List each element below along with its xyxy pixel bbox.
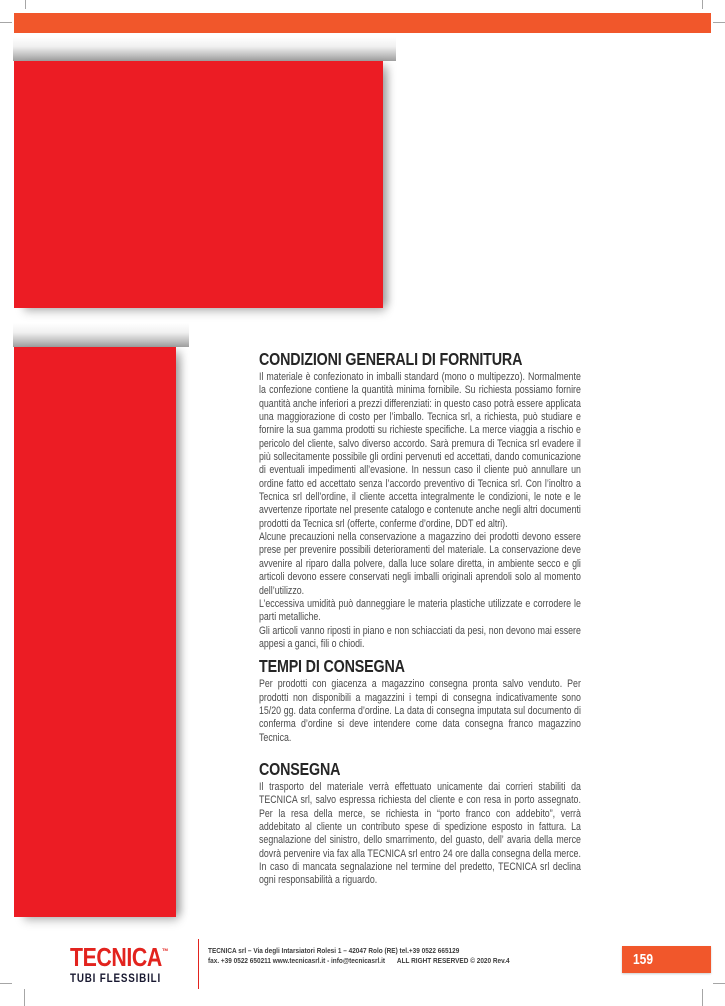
paragraph: Alcune precauzioni nella conservazione a magazzino dei prodotti devono essere prese per prevenire possibili deterioramenti del materiale. La conservazione deve avvenire al riparo dalla polvere, dalla luce solare diretta, in ambiente secco e gli articoli devono essere conservati negli imballi originali aprendoli solo al momento dell’utilizzo. xyxy=(259,531,581,597)
section-title: CONDIZIONI GENERALI DI FORNITURA xyxy=(259,349,523,369)
logo-tagline: TUBI FLESSIBILI xyxy=(70,971,162,985)
trademark-symbol: ™ xyxy=(161,947,169,956)
footer-rights: ALL RIGHT RESERVED © 2020 Rev.4 xyxy=(396,956,510,965)
crop-mark-bottom-right-h xyxy=(713,983,725,984)
crop-mark-bottom-left-h xyxy=(0,983,12,984)
paragraph: L’eccessiva umidità può danneggiare le materia plastiche utilizzate e corrodere le parti metalliche. xyxy=(259,597,581,624)
product-photo-placeholder-side xyxy=(14,347,176,917)
text-column xyxy=(259,351,581,888)
footer-company-info xyxy=(208,946,531,966)
crop-mark-bottom-left-v xyxy=(24,989,25,1006)
crop-mark-bottom-right-v xyxy=(702,989,703,1006)
tecnica-logo xyxy=(70,940,201,985)
footer-brand: TECNICA srl xyxy=(208,946,247,955)
footer-address-line: TECNICA srl – Via degli Intarsiatori Rolesi 1 – 42047 Rolo (RE) tel.+39 0522 665129 xyxy=(208,946,460,955)
paragraph: Il trasporto del materiale verrà effettuato unicamente dai corrieri stabiliti da TECNICA srl, salvo espressa richiesta del cliente e con resa in porto assegnato. Per la resa della merce, se richiesta in “porto franco con addebito”, verrà addebitato al cliente un contributo spese di spedizione esposto in fattura. La segnalazione del sinistro, dello smarrimento, del guasto, dell’ avaria della merce dovrà pervenire via fax alla TECNICA srl entro 24 ore dalla consegna della merce. In caso di mancata segnalazione nel termine del predetto, TECNICA srl declina ogni responsabilità a riguardo. xyxy=(259,780,581,887)
logo-wordmark: TECNICA™ xyxy=(70,942,169,972)
product-photo-placeholder-top xyxy=(14,61,383,308)
footer-divider-line xyxy=(198,939,199,989)
header-accent-bar xyxy=(14,13,711,33)
page-number-box xyxy=(622,946,711,973)
section-tempi-di-consegna xyxy=(259,658,581,745)
paragraph: Il materiale è confezionato in imballi standard (mono o multipezzo). Normalmente la confezione contiene la quantità minima fornibile. Su richiesta possiamo fornire quantità anche inferiori a prezzi differenziati: in questo caso potrà essere applicata una maggiorazione di costo per l’imballo. Tecnica srl, a richiesta, può studiare e fornire la sua gamma prodotti su richieste specifiche. La merce viaggia a rischio e pericolo del cliente, salvo diverso accordo. Sarà premura di Tecnica srl evadere il più sollecitamente possibile gli ordini pervenuti ed accettati, dando comunicazione di eventuali impedimenti all’evasione. In nessun caso il cliente può annullare un ordine fatto ed accettato senza l’accordo preventivo di Tecnica srl. Con l’inoltro a Tecnica srl dell’ordine, il cliente accetta integralmente le condizioni, le note e le avvertenze riportate nel presente catalogo e contenute anche negli altri documenti prodotti da Tecnica srl (offerte, conferme d’ordine, DDT ed altri). xyxy=(259,371,581,530)
crop-mark-top-left-h xyxy=(0,22,12,23)
section-condizioni-generali xyxy=(259,351,581,651)
crop-mark-top-left-v xyxy=(25,0,26,9)
section-title: TEMPI DI CONSEGNA xyxy=(259,656,405,677)
page-number: 159 xyxy=(633,951,654,968)
footer-contacts-line: fax. +39 0522 650211 www.tecnicasrl.it - info@tecnicasrl.it ALL RIGHT RESERVED © 2020 Rev.4 xyxy=(208,956,510,965)
paragraph: Gli articoli vanno riposti in piano e non schiacciati da pesi, non devono mai essere appesi a ganci, fili o chiodi. xyxy=(259,624,581,650)
section-consegna xyxy=(259,758,581,888)
crop-mark-top-right-v xyxy=(702,0,703,9)
paragraph: Per prodotti con giacenza a magazzino consegna pronta salvo venduto. Per prodotti non disponibili a magazzini i tempi di consegna indicativamente sono 15/20 gg. data conferma d’ordine. La data di consegna imputata sul documento di conferma d’ordine si deve intendere come data consegna franco magazzino Tecnica. xyxy=(259,678,581,744)
section-title: CONSEGNA xyxy=(259,758,341,779)
crop-mark-top-right-h xyxy=(713,22,725,23)
